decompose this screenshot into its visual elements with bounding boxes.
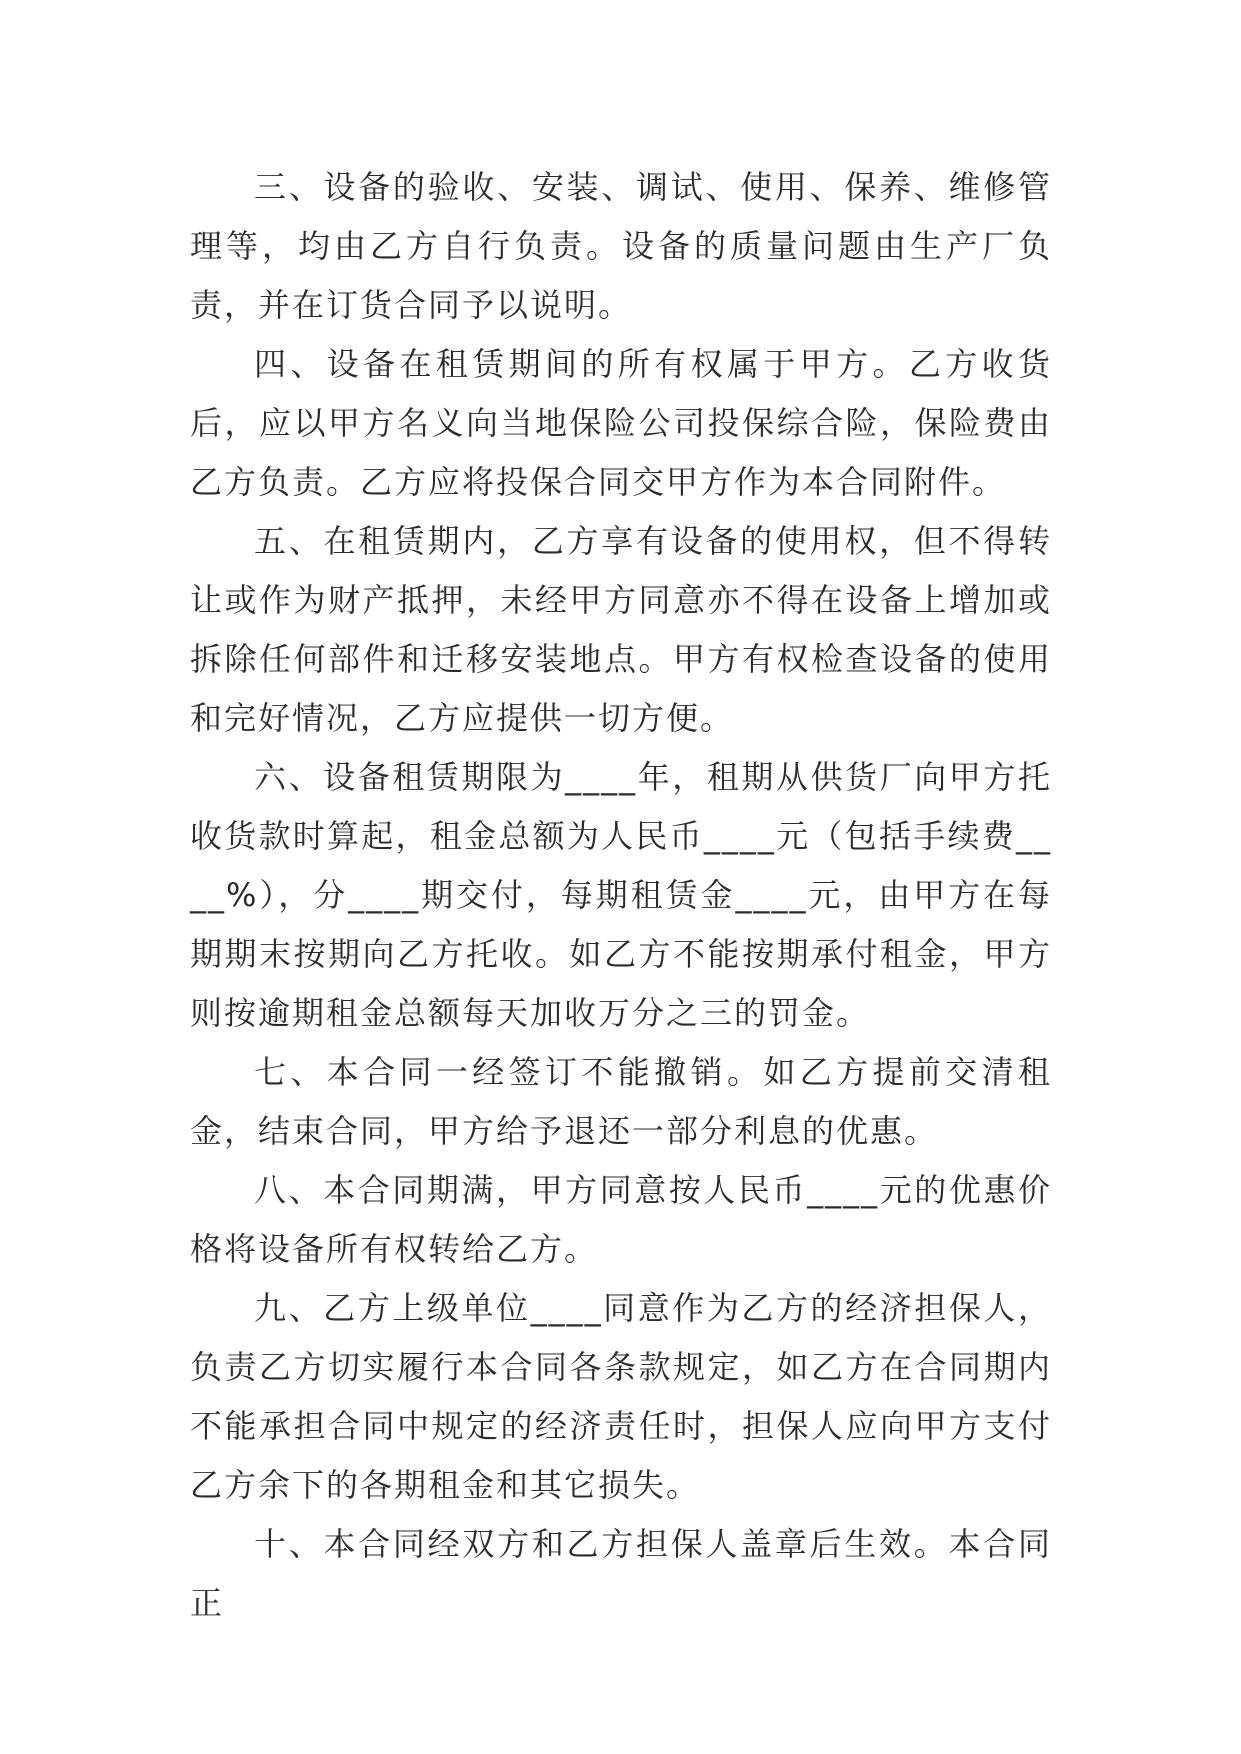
contract-body: [190, 158, 1052, 1633]
clause-4-paragraph: 四、设备在租赁期间的所有权属于甲方。乙方收货后，应以甲方名义向当地保险公司投保综合险，保险费由乙方负责。乙方应将投保合同交甲方作为本合同附件。: [190, 345, 1052, 501]
clause-10-paragraph: 十、本合同经双方和乙方担保人盖章后生效。本合同正: [190, 1525, 1052, 1622]
clause-6-paragraph: 六、设备租赁期限为____年，租期从供货厂向甲方托收货款时算起，租金总额为人民币____元（包括手续费____%），分____期交付，每期租赁金____元，由甲方在每期期末按期向乙方托收。如乙方不能按期承付租金，甲方则按逾期租金总额每天加收万分之三的罚金。: [190, 758, 1052, 1032]
clause-3-paragraph: 三、设备的验收、安装、调试、使用、保养、维修管理等，均由乙方自行负责。设备的质量问题由生产厂负责，并在订货合同予以说明。: [190, 168, 1052, 324]
clause-9-paragraph: 九、乙方上级单位____同意作为乙方的经济担保人，负责乙方切实履行本合同各条款规定，如乙方在合同期内不能承担合同中规定的经济责任时，担保人应向甲方支付乙方余下的各期租金和其它损失。: [190, 1289, 1052, 1504]
clause-8-paragraph: 八、本合同期满，甲方同意按人民币____元的优惠价格将设备所有权转给乙方。: [190, 1171, 1052, 1268]
clause-5-paragraph: 五、在租赁期内，乙方享有设备的使用权，但不得转让或作为财产抵押，未经甲方同意亦不得在设备上增加或拆除任何部件和迁移安装地点。甲方有权检查设备的使用和完好情况，乙方应提供一切方便。: [190, 522, 1052, 737]
clause-7-paragraph: 七、本合同一经签订不能撤销。如乙方提前交清租金，结束合同，甲方给予退还一部分利息的优惠。: [190, 1053, 1052, 1150]
